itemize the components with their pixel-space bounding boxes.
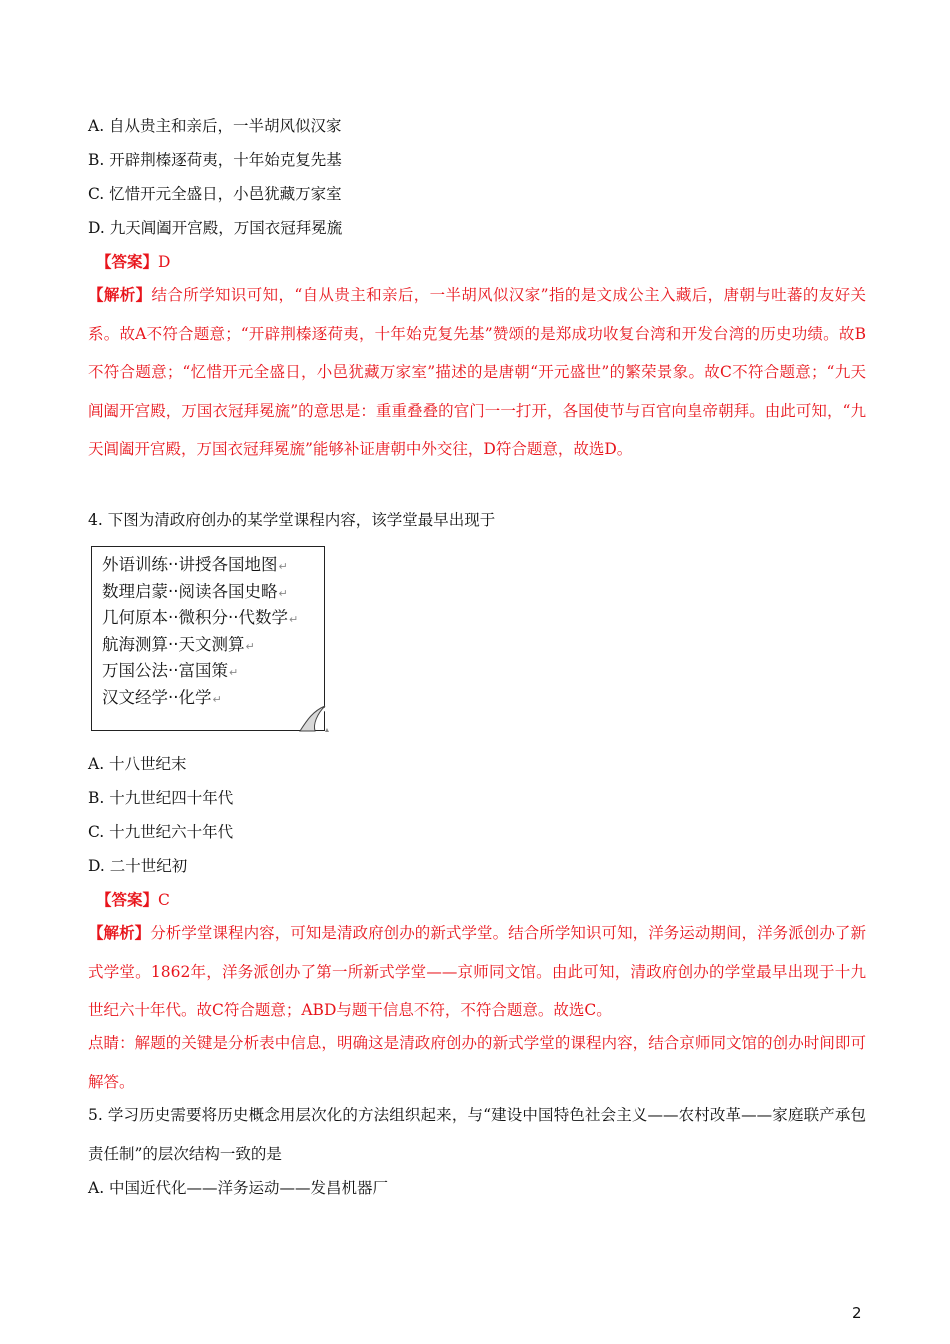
q4-stem: 4. 下图为清政府创办的某学堂课程内容，该学堂最早出现于 bbox=[88, 511, 496, 529]
q4-analysis-tag: 【解析】 bbox=[88, 923, 151, 942]
q3-answer bbox=[96, 252, 170, 272]
q3-answer-value: D bbox=[158, 253, 171, 271]
page-number: 2 bbox=[852, 1304, 862, 1322]
q3-answer-tag: 【答案】 bbox=[96, 252, 159, 271]
q4-option-a: A. 十八世纪末 bbox=[88, 755, 187, 773]
q3-option-d: D. 九天阊阖开宫殿，万国衣冠拜冕旒 bbox=[88, 219, 343, 237]
q4-answer-value: C bbox=[158, 891, 170, 909]
q4-option-d: D. 二十世纪初 bbox=[88, 857, 188, 875]
q3-option-c: C. 忆惜开元全盛日，小邑犹藏万家室 bbox=[88, 185, 342, 203]
q4-analysis bbox=[88, 914, 866, 1030]
course-row: 万国公法··富国策↵ bbox=[102, 661, 239, 681]
course-row: 航海测算··天文测算↵ bbox=[102, 634, 255, 654]
q4-analysis-text: 分析学堂课程内容，可知是清政府创办的新式学堂。结合所学知识可知，洋务运动期间，洋务派创办了新式学堂。1862年，洋务派创办了第一所新式学堂——京师同文馆。由此可知，清政府创办的学堂最早出现于十九世纪六十年代。故C符合题意；ABD与题干信息不符，不符合题意。故选C。 bbox=[88, 924, 866, 1020]
q3-option-b: B. 开辟荆榛逐荷夷，十年始克复先基 bbox=[88, 151, 342, 169]
q3-analysis-tag: 【解析】 bbox=[88, 285, 152, 304]
course-row: 汉文经学··化学↵ bbox=[102, 687, 222, 707]
q4-option-b: B. 十九世纪四十年代 bbox=[88, 789, 234, 807]
q4-option-c: C. 十九世纪六十年代 bbox=[88, 823, 234, 841]
course-row: 几何原本··微积分··代数学↵ bbox=[102, 608, 299, 628]
q3-analysis bbox=[88, 276, 866, 469]
q3-analysis-text: 结合所学知识可知，“自从贵主和亲后，一半胡风似汉家”指的是文成公主入藏后，唐朝与吐蕃的友好关系。故A不符合题意；“开辟荆榛逐荷夷，十年始克复先基”赞颂的是郑成功收复台湾和开发台湾的历史功绩。故B不符合题意；“忆惜开元全盛日，小邑犹藏万家室”描述的是唐朝“开元盛世”的繁荣景象。故C不符合题意；“九天阊阖开宫殿，万国衣冠拜冕旒”的意思是：重重叠叠的官门一一打开，各国使节与百官向皇帝朝拜。由此可知，“九天阊阖开宫殿，万国衣冠拜冕旒”能够补证唐朝中外交往，D符合题意，故选D。 bbox=[88, 286, 866, 459]
q3-option-a: A. 自从贵主和亲后，一半胡风似汉家 bbox=[88, 117, 342, 135]
figure-course-list bbox=[102, 553, 298, 713]
q4-answer-tag: 【答案】 bbox=[96, 890, 159, 909]
q4-course-figure bbox=[91, 546, 327, 732]
q4-answer bbox=[96, 890, 170, 910]
course-row: 数理启蒙··阅读各国史略↵ bbox=[102, 581, 288, 601]
q4-tip: 点睛：解题的关键是分析表中信息，明确这是清政府创办的新式学堂的课程内容，结合京师同文馆的创办时间即可解答。 bbox=[88, 1034, 866, 1091]
q5-option-a: A. 中国近代化——洋务运动——发昌机器厂 bbox=[88, 1179, 389, 1197]
q5-stem: 5. 学习历史需要将历史概念用层次化的方法组织起来，与“建设中国特色社会主义——农村改革——家庭联产承包责任制”的层次结构一致的是 bbox=[88, 1106, 866, 1163]
course-row: 外语训练··讲授各国地图↵ bbox=[102, 555, 288, 574]
